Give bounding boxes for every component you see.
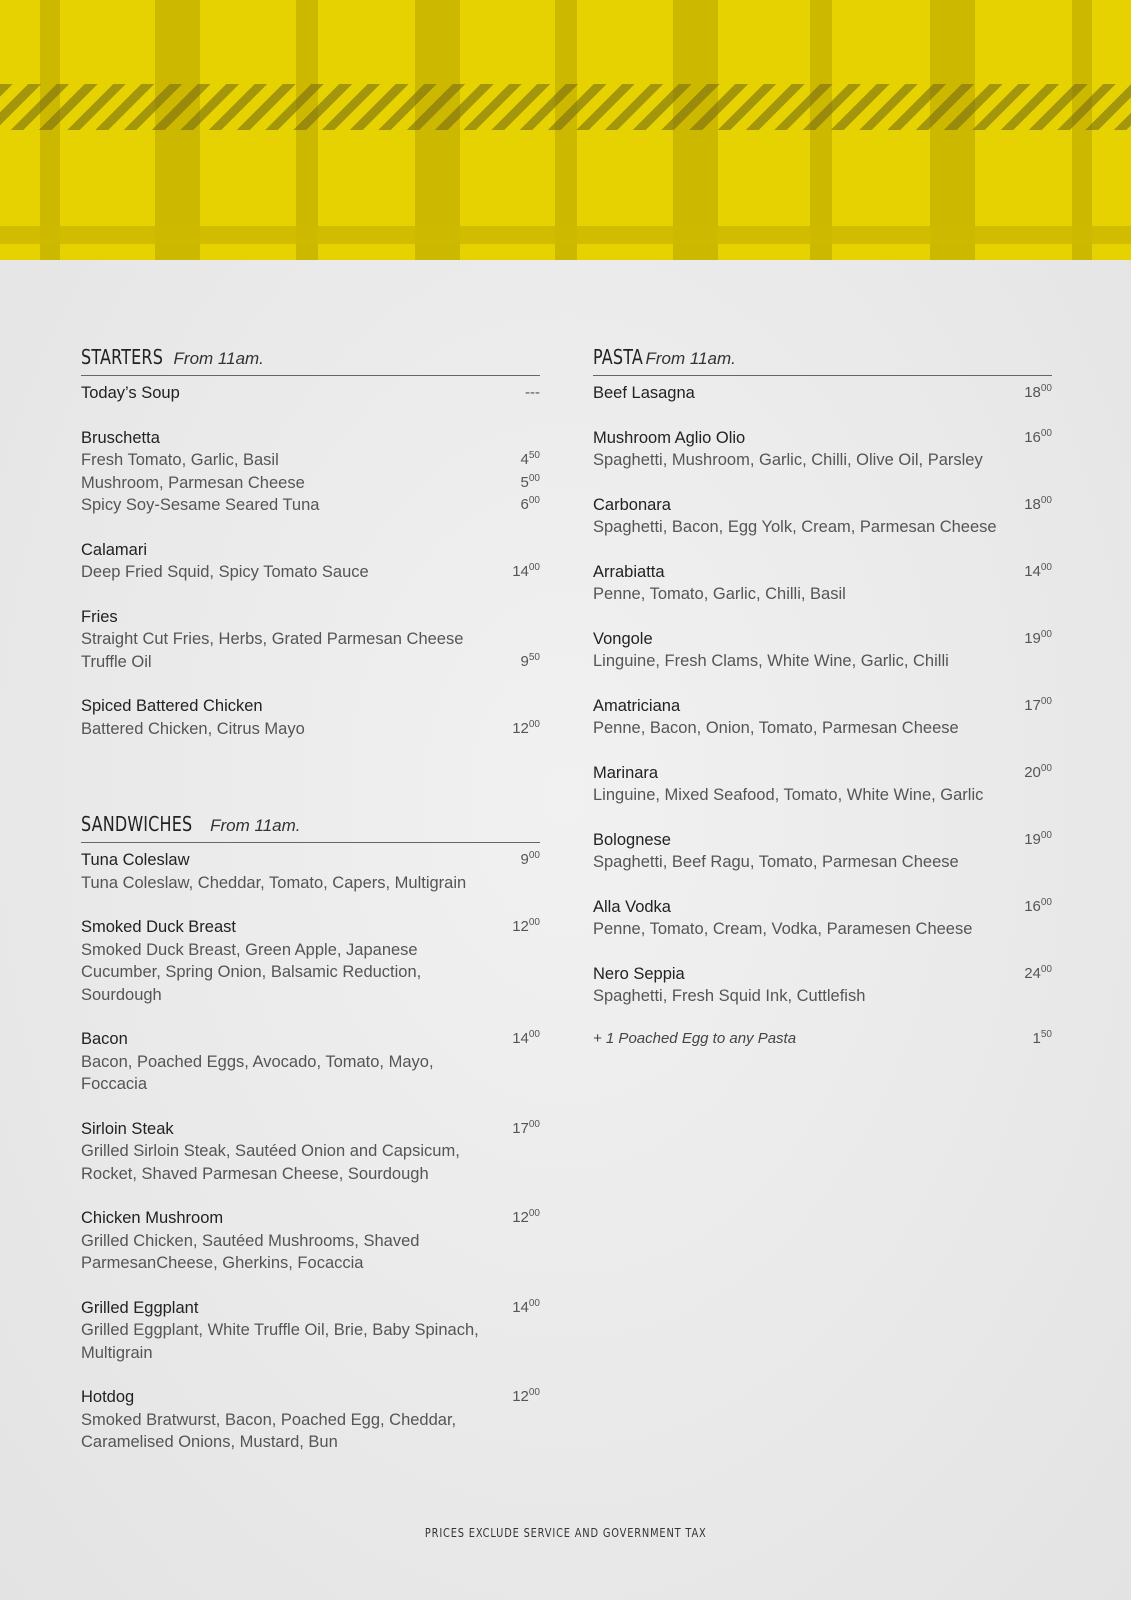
item-name: Arrabiatta <box>593 562 665 581</box>
plaid-banner <box>0 0 1131 260</box>
item-description: Smoked Bratwurst, Bacon, Poached Egg, Cheddar, Caramelised Onions, Mustard, Bun <box>81 1410 457 1451</box>
item-description: Bacon, Poached Eggs, Avocado, Tomato, Mayo, Foccacia <box>81 1052 434 1093</box>
item-price: $19^{00}$ <box>1024 829 1052 848</box>
menu-item <box>81 1297 540 1365</box>
item-price: $12^{00}$ <box>512 1208 540 1226</box>
menu-item <box>81 916 540 1006</box>
section-header <box>81 812 540 843</box>
item-price: $17^{00}$ <box>512 1118 540 1137</box>
sandwiches-section <box>81 812 540 1476</box>
item-price: $14^{00}$ <box>1024 561 1052 580</box>
item-option: Truffle Oil <box>81 652 152 671</box>
item-name: Bruschetta <box>81 428 160 447</box>
item-name: Marinara <box>593 763 659 782</box>
item-name: Fries <box>81 607 118 626</box>
item-name: Alla Vodka <box>593 897 671 916</box>
item-description: Grilled Sirloin Steak, Sautéed Onion and Capsicum, Rocket, Shaved Parmesan Cheese, Sourdough <box>81 1142 460 1183</box>
plaid-stripe <box>930 0 975 260</box>
item-price: $18^{00}$ <box>1024 383 1052 401</box>
menu-item <box>81 1028 540 1096</box>
item-name: Bacon <box>81 1030 128 1048</box>
menu-item <box>593 561 1052 606</box>
section-title: SANDWICHES <box>81 812 193 836</box>
item-price: $18^{00}$ <box>1024 494 1052 513</box>
item-description: Spaghetti, Fresh Squid Ink, Cuttlefish <box>593 987 866 1005</box>
item-description: Linguine, Mixed Seafood, Tomato, White Wine, Garlic <box>593 786 984 804</box>
menu-item <box>81 1207 540 1275</box>
menu-item <box>593 628 1052 673</box>
item-price: $6^{00}$ <box>520 495 540 513</box>
section-title: PASTA <box>593 345 644 369</box>
item-name: Sirloin Steak <box>81 1119 174 1138</box>
section-subtitle: From 11am. <box>173 349 264 368</box>
plaid-stripe <box>155 0 200 260</box>
item-name: Vongole <box>593 629 653 648</box>
menu-item <box>593 494 1052 539</box>
item-price: $19^{00}$ <box>1024 628 1052 647</box>
item-description: Spaghetti, Bacon, Egg Yolk, Cream, Parmesan Cheese <box>593 518 997 536</box>
item-name: Today’s Soup <box>81 384 180 402</box>
section-subtitle: From 11am. <box>645 349 736 368</box>
add-on-note <box>593 1028 1052 1051</box>
plaid-stripe <box>810 0 832 260</box>
item-description: Tuna Coleslaw, Cheddar, Tomato, Capers, Multigrain <box>81 873 467 892</box>
menu-item <box>81 849 540 894</box>
menu-item <box>81 695 540 740</box>
item-description: Linguine, Fresh Clams, White Wine, Garlic, Chilli <box>593 652 949 670</box>
item-description: Straight Cut Fries, Herbs, Grated Parmesan Cheese <box>81 630 464 648</box>
item-price: $9^{50}$ <box>520 651 540 670</box>
menu-item <box>81 1386 540 1454</box>
section-subtitle: From 11am. <box>210 816 301 835</box>
item-description: Penne, Bacon, Onion, Tomato, Parmesan Cheese <box>593 719 959 737</box>
item-price: $16^{00}$ <box>1024 427 1052 446</box>
item-price: $12^{00}$ <box>512 718 540 737</box>
item-description: Spaghetti, Beef Ragu, Tomato, Parmesan Cheese <box>593 853 959 871</box>
item-price: --- <box>525 384 540 401</box>
item-description: Deep Fried Squid, Spicy Tomato Sauce <box>81 563 369 581</box>
starters-section <box>81 345 540 762</box>
item-description: Battered Chicken, Citrus Mayo <box>81 719 305 738</box>
add-on-text: + 1 Poached Egg to any Pasta <box>593 1029 797 1047</box>
item-price: $9^{00}$ <box>520 850 540 868</box>
menu-item <box>593 963 1052 1008</box>
item-description: Penne, Tomato, Cream, Vodka, Paramesen Cheese <box>593 920 973 938</box>
item-price: $16^{00}$ <box>1024 896 1052 915</box>
item-option: Mushroom, Parmesan Cheese <box>81 473 305 492</box>
menu-item <box>593 762 1052 807</box>
item-price: $12^{00}$ <box>512 1387 540 1405</box>
item-price: $12^{00}$ <box>512 917 540 935</box>
item-price: $14^{00}$ <box>512 1297 540 1316</box>
item-name: Chicken Mushroom <box>81 1209 224 1227</box>
item-price: $14^{00}$ <box>512 1029 540 1047</box>
item-option: Spicy Soy-Sesame Seared Tuna <box>81 496 320 514</box>
menu-item <box>593 382 1052 405</box>
menu-item <box>593 695 1052 740</box>
section-title: STARTERS <box>81 345 164 369</box>
menu-item <box>81 382 540 405</box>
plaid-stripe <box>0 226 1131 244</box>
item-price: $17^{00}$ <box>1024 695 1052 714</box>
item-price: $4^{50}$ <box>520 450 540 468</box>
item-price: $20^{00}$ <box>1024 762 1052 781</box>
item-name: Beef Lasagna <box>593 384 695 402</box>
item-description: Grilled Chicken, Sautéed Mushrooms, Shaved ParmesanCheese, Gherkins, Focaccia <box>81 1231 420 1272</box>
menu-item <box>593 427 1052 472</box>
item-price: $5^{00}$ <box>520 472 540 491</box>
item-price: $14^{00}$ <box>512 562 540 580</box>
menu-item <box>593 896 1052 941</box>
item-price: $1^{50}$ <box>1032 1028 1052 1047</box>
plaid-stripe <box>1072 0 1092 260</box>
plaid-stripe <box>555 0 577 260</box>
menu-item <box>81 1118 540 1186</box>
item-name: Spiced Battered Chicken <box>81 697 263 715</box>
footer-note: PRICES EXCLUDE SERVICE AND GOVERNMENT TAX <box>424 1526 707 1540</box>
item-name: Calamari <box>81 540 148 559</box>
item-name: Tuna Coleslaw <box>81 851 190 869</box>
pasta-section <box>593 345 1052 1050</box>
item-name: Grilled Eggplant <box>81 1298 199 1317</box>
item-name: Bolognese <box>593 830 671 849</box>
item-description: Spaghetti, Mushroom, Garlic, Chilli, Olive Oil, Parsley <box>593 451 983 469</box>
item-name: Nero Seppia <box>593 964 685 983</box>
plaid-stripe <box>415 0 460 260</box>
hatch-stripe <box>0 84 1131 130</box>
menu-item <box>81 606 540 674</box>
item-name: Hotdog <box>81 1388 135 1406</box>
item-name: Mushroom Aglio Olio <box>593 428 746 447</box>
item-description: Grilled Eggplant, White Truffle Oil, Brie, Baby Spinach, Multigrain <box>81 1321 479 1362</box>
item-description: Penne, Tomato, Garlic, Chilli, Basil <box>593 585 846 603</box>
menu-item <box>81 427 540 517</box>
item-name: Smoked Duck Breast <box>81 918 236 936</box>
item-name: Amatriciana <box>593 696 681 715</box>
item-price: $24^{00}$ <box>1024 963 1052 982</box>
item-option: Fresh Tomato, Garlic, Basil <box>81 451 279 469</box>
menu-item <box>81 539 540 584</box>
plaid-stripe <box>296 0 318 260</box>
plaid-stripe <box>40 0 60 260</box>
section-header <box>593 345 1052 376</box>
plaid-stripe <box>673 0 718 260</box>
item-description: Smoked Duck Breast, Green Apple, Japanese Cucumber, Spring Onion, Balsamic Reduction, Sourdough <box>81 940 422 1004</box>
item-name: Carbonara <box>593 495 671 514</box>
section-header <box>81 345 540 376</box>
menu-item <box>593 829 1052 874</box>
